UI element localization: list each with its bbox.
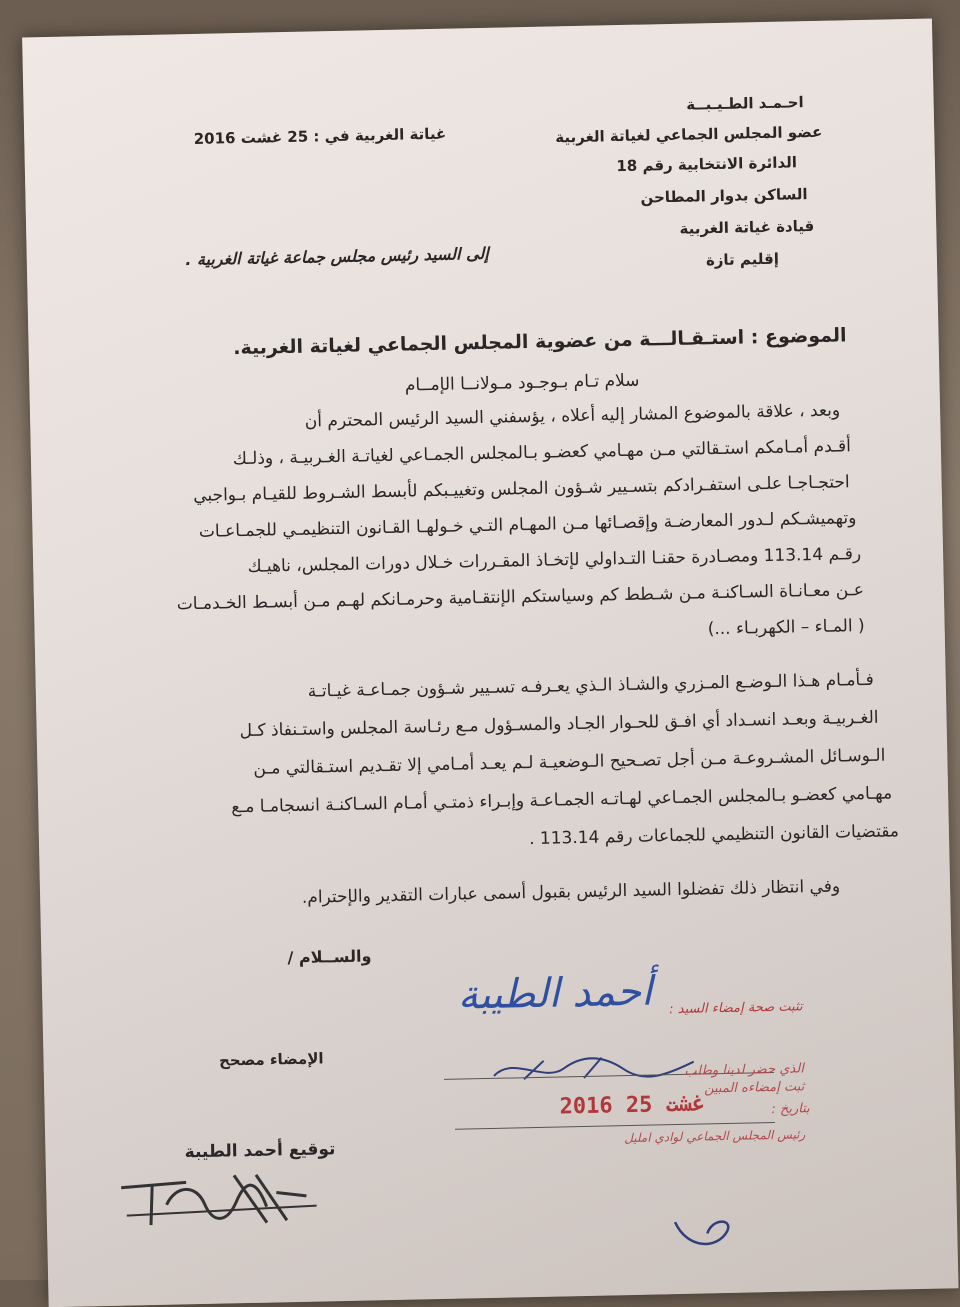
paragraph-line: الغـربيـة وبعـد انسـداد أي افـق للحـوار الجـاد والمسـؤول مـع رئـاسة المجلس واستـنفاذ كـل	[239, 707, 879, 742]
paragraph-line: وبعد ، علاقة بالموضوع المشار إليه أعلاه ، يؤسفني السيد الرئيس المحترم أن	[304, 400, 841, 432]
signature-verified-label: الإمضاء مصحح	[218, 1049, 324, 1070]
subject: الموضوع : استـقـالـــة من عضوية المجلس الجماعي لغياتة الغربية.	[232, 324, 847, 360]
sender-command: قيادة غياتة الغربية	[679, 216, 815, 238]
paragraph-line: مهـامي كعضـو بـالمجلس الجمـاعي لهـاتـه الجمـاعـة وإبـراء ذمتـي أمـام السـاكنـة انسجامـا مـع	[231, 783, 893, 818]
letter-paper	[22, 18, 958, 1307]
handwritten-name: أحمد الطيبة	[457, 968, 653, 1019]
recipient: إلى السيد رئيس مجلس جماعة غياتة الغربية .	[185, 243, 489, 270]
salutation: والســلام /	[287, 946, 372, 968]
initials-scribble	[667, 1209, 748, 1261]
greeting: سلام تـام بـوجـود مـولانــا الإمــام	[404, 370, 640, 396]
paragraph-line: احتجـاجـا علـى استفـرادكم بتسـيير شـؤون المجلس وتغييـبكم لأبسط الشـروط للقيـام بـواجبي	[193, 472, 850, 507]
sender-role: عضو المجلس الجماعي لغياتة الغربية	[555, 122, 823, 147]
sender-district: الدائرة الانتخابية رقم 18	[616, 153, 798, 176]
certification-label: تثبت صحة إمضاء السيد :	[669, 999, 803, 1018]
paragraph-line: وتهميشـكم لـدور المعارضـة وإقصـائها مـن المهـام التـي خـولهـا القـانون التنظيمـي للجمـاعـات	[198, 508, 857, 542]
paragraph-line: عـن معـانـاة السـاكنـة مـن شـطط كم وسياستكم الإنتقـامية وحرمـانكم لهـم مـن أبسـط الخـدمـات	[176, 580, 865, 615]
place-date: غياتة الغربية في : 25 غشت 2016	[193, 124, 447, 148]
paragraph-line: مقتضيات القانون التنظيمي للجماعات رقم 113.14 .	[528, 821, 900, 850]
stamp-line-4: رئيس المجلس الجماعي لوادي امليل	[624, 1127, 806, 1146]
paragraph-line: رقـم 113.14 ومصـادرة حقنـا التـداولي لإتخـاذ المقـررات خـلال دورات المجلس، ناهيـك	[247, 544, 862, 577]
stamp-line-1: الذي حضر لدينا وطلب	[684, 1061, 805, 1079]
sender-province: إقليم تازة	[705, 249, 780, 270]
stamp-line-2: ثبت إمضاءه المبين	[703, 1079, 805, 1097]
paragraph-line: الـوسـائل المشـروعـة مـن أجل تصـحيح الـوضعيـة لـم يعـد أمـامي إلا تقـديم استـقالتي مـن	[253, 745, 886, 779]
stamp-scribble	[483, 1045, 714, 1090]
sender-name: احـمـد الطـيـبــة	[686, 93, 804, 114]
signature-drawing	[116, 1161, 327, 1235]
paragraph-line: ( المـاء – الكهربـاء ...)	[707, 616, 865, 640]
stamp-date: 2016 غشت 25	[559, 1091, 706, 1120]
paragraph-line: أقـدم أمـامكم استـقالتي مـن مهـامي كعضـو بـالمجلس الجمـاعي لغياتـة الغـربيـة ، وذلـك	[232, 436, 852, 470]
paragraph-line: فـأمـام هـذا الـوضـع المـزري والشـاذ الـذي يعـرفـه تسـيير شـؤون جمـاعـة غيـاتـة	[307, 669, 874, 702]
closing: وفي انتظار ذلك تفضلوا السيد الرئيس بقبول أسمى عبارات التقدير والإحترام.	[301, 876, 841, 908]
sender-residence: الساكن بدوار المطاحن	[640, 185, 808, 207]
stamp-line-3: بتاريخ :	[771, 1101, 810, 1118]
signature-label: توقيع أحمد الطيبة	[184, 1139, 336, 1163]
